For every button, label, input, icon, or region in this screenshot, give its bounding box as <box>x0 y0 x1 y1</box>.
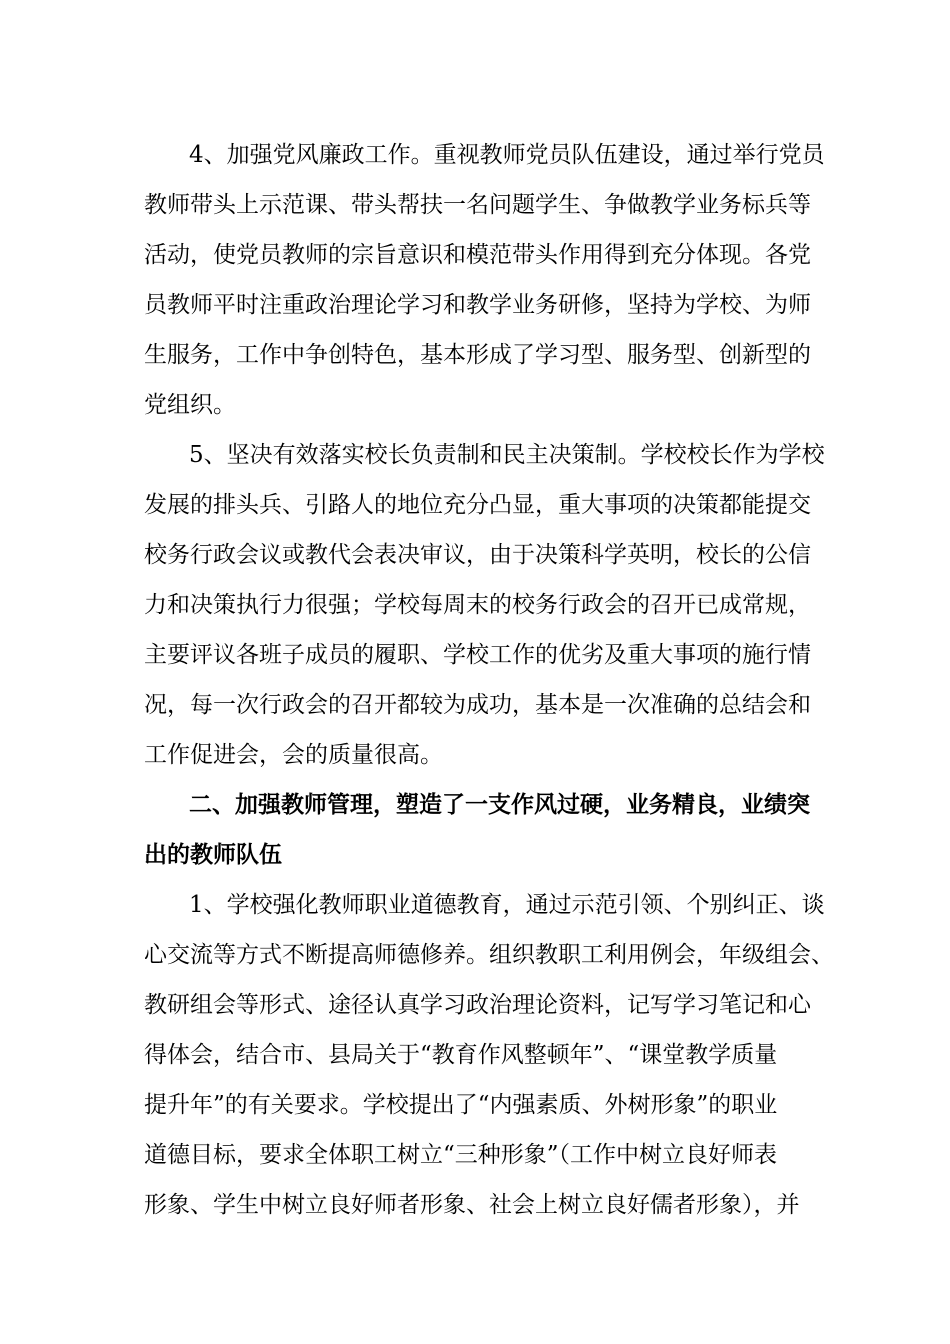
section-heading-line-2: 出的教师队伍 <box>144 841 282 868</box>
paragraph-1-line-1: 1、学校强化教师职业道德教育，通过示范引领、个别纠正、谈 <box>189 892 825 918</box>
paragraph-1-line-6: 道德目标，要求全体职工树立“三种形象”（工作中树立良好师表 <box>144 1142 778 1168</box>
paragraph-5-line-7: 工作促进会，会的质量很高。 <box>144 742 443 768</box>
paragraph-4-line-2: 教师带头上示范课、带头帮扶一名问题学生、争做教学业务标兵等 <box>144 192 811 218</box>
paragraph-4-line-3: 活动，使党员教师的宗旨意识和模范带头作用得到充分体现。各党 <box>144 242 811 268</box>
paragraph-4-line-6: 党组织。 <box>144 392 236 418</box>
paragraph-4-line-4: 员教师平时注重政治理论学习和教学业务研修，坚持为学校、为师 <box>144 292 811 318</box>
paragraph-5-line-6: 况，每一次行政会的召开都较为成功，基本是一次准确的总结会和 <box>144 692 811 718</box>
paragraph-1-line-4: 得体会，结合市、县局关于“教育作风整顿年”、“课堂教学质量 <box>144 1042 778 1068</box>
paragraph-1-line-7: 形象、学生中树立良好师者形象、社会上树立良好儒者形象），并 <box>144 1192 800 1218</box>
paragraph-5-line-1: 5、坚决有效落实校长负责制和民主决策制。学校校长作为学校 <box>189 442 825 468</box>
paragraph-1-line-3: 教研组会等形式、途径认真学习政治理论资料，记写学习笔记和心 <box>144 992 811 1018</box>
paragraph-5-line-5: 主要评议各班子成员的履职、学校工作的优劣及重大事项的施行情 <box>144 642 811 668</box>
paragraph-5-line-4: 力和决策执行力很强；学校每周末的校务行政会的召开已成常规， <box>144 592 811 618</box>
paragraph-5-line-3: 校务行政会议或教代会表决审议，由于决策科学英明，校长的公信 <box>144 542 811 568</box>
section-heading-line-1: 二、加强教师管理，塑造了一支作风过硬，业务精良，业绩突 <box>189 791 810 818</box>
paragraph-4-line-1: 4、加强党风廉政工作。重视教师党员队伍建设，通过举行党员 <box>189 142 825 168</box>
paragraph-1-line-2: 心交流等方式不断提高师德修养。组织教职工利用例会，年级组会、 <box>144 942 834 968</box>
paragraph-1-line-5: 提升年”的有关要求。学校提出了“内强素质、外树形象”的职业 <box>144 1092 778 1118</box>
paragraph-4-line-5: 生服务，工作中争创特色，基本形成了学习型、服务型、创新型的 <box>144 342 811 368</box>
paragraph-5-line-2: 发展的排头兵、引路人的地位充分凸显，重大事项的决策都能提交 <box>144 492 811 518</box>
